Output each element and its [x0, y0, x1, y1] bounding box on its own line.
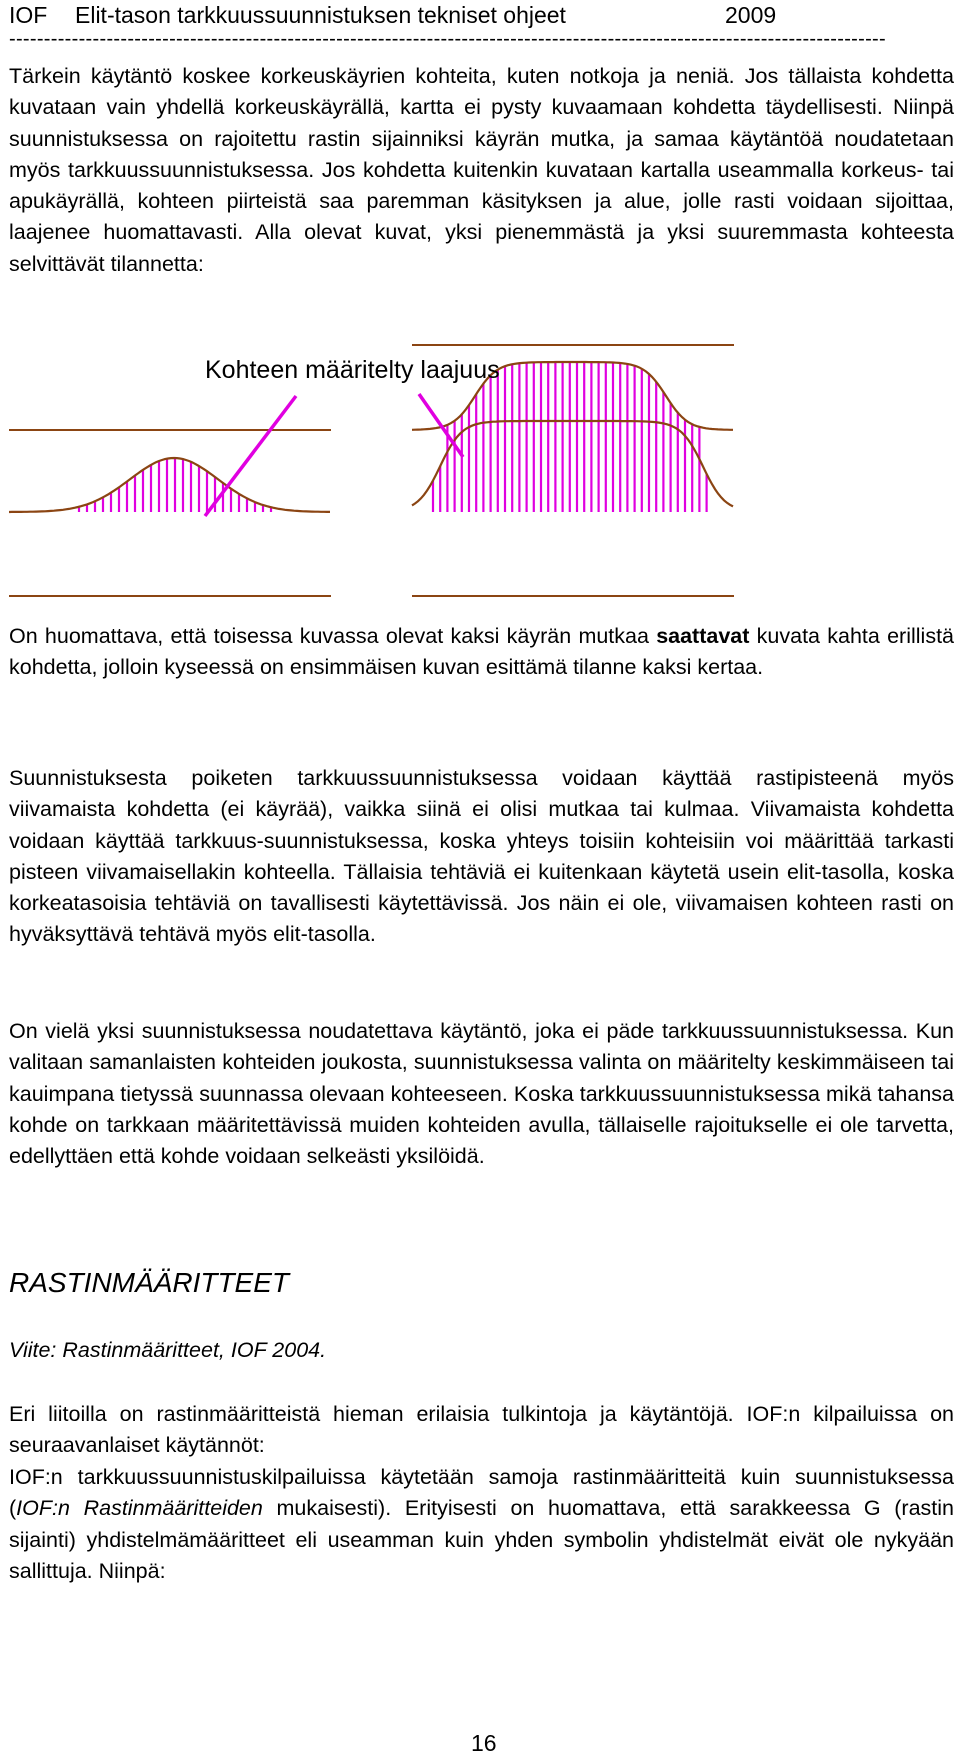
contour-curve [9, 458, 330, 512]
page-number: 16 [471, 1730, 497, 1756]
paragraph-4: On vielä yksi suunnistuksessa noudatettava käytäntö, joka ei päde tarkkuussuunnistuksessa. Kun valitaan samanlaisten kohteiden joukosta, suunnistuksessa valinta on määritelty keskimmäiseen tai kauimpana tietyssä suunnassa olevaan kohteeseen. Koska tarkkuussuunnistuksessa mikä tahansa kohde on tarkkaan määritettävissä muiden kohteiden avulla, tällaiselle rajoitukselle ei ole tarvetta, edellyttäen että kohde voidaan selkeästi yksilöidä. [9, 1019, 954, 1169]
figure-label: Kohteen määritelty laajuus [205, 356, 500, 384]
paragraph-6-end: mukaisesti). Erityisesti on huomattava, että sarakkeessa G (rastin sijainti) yhdistelmämääritteet eli useamman kuin yhden symbolin yhdistelmät eivät ole nykyään sallittuja. Niinpä: [9, 1496, 954, 1583]
paragraph-2-emphasis: saattavat [656, 624, 750, 648]
paragraph-2-end: kuvata kahta erillistä kohdetta, jolloin kyseessä on ensimmäisen kuvan esittämä tilanne kaksi kertaa. [9, 624, 954, 680]
header-rule: ------------------------------------------------------------------------------------------------------------------------------ [9, 28, 886, 50]
label-pointer [419, 394, 463, 457]
header-org: IOF [9, 2, 48, 28]
page-header [9, 0, 959, 50]
paragraph-6-italic: IOF:n Rastinmääritteiden [16, 1496, 263, 1521]
figure-small-feature [9, 396, 331, 596]
header-year: 2009 [725, 2, 777, 28]
header-title: Elit-tason tarkkuussuunnistuksen tekniset ohjeet [75, 2, 566, 28]
section-reference: Viite: Rastinmääritteet, IOF 2004. [9, 1338, 327, 1362]
paragraph-1: Tärkein käytäntö koskee korkeuskäyrien kohteita, kuten notkoja ja neniä. Jos tällaista kohdetta kuvataan vain yhdellä korkeuskäyrällä, kartta ei pysty kuvaamaan kohdetta täydellisesti. Niinpä suunnistuksessa on rajoitettu rastin sijainniksi käyrän mutka, ja samaa käytäntöä noudatetaan myös tarkkuussuunnistuksessa. Jos kohdetta kuitenkin kuvataan kartalla useammalla korkeus- tai apukäyrällä, kohteen piirteistä saa paremman käsityksen ja alue, jolle rasti voidaan sijoittaa, laajenee huomattavasti. Alla olevat kuvat, yksi pienemmästä ja yksi suuremmasta kohteesta selvittävät tilannetta: [9, 64, 954, 276]
paragraph-5: Eri liitoilla on rastinmääritteistä hieman erilaisia tulkintoja ja käytäntöjä. IOF:n kilpailuissa on seuraavanlaiset käytännöt: [9, 1402, 954, 1458]
paragraph-2 [9, 621, 954, 684]
paragraph-6-start: IOF:n tarkkuussuunnistuskilpailuissa käytetään samoja rastinmääritteitä kuin suunnistuksessa ( [9, 1465, 954, 1521]
paragraph-2-start: On huomattava, että toisessa kuvassa olevat kaksi käyrän mutkaa [9, 624, 657, 648]
section-heading: RASTINMÄÄRITTEET [9, 1267, 290, 1298]
paragraph-6 [9, 1462, 954, 1587]
paragraph-3: Suunnistuksesta poiketen tarkkuussuunnistuksessa voidaan käyttää rastipisteenä myös viivamaista kohdetta (ei käyrää), vaikka siinä ei olisi mutkaa tai kulmaa. Viivamaista kohdetta voidaan käyttää tarkkuus-suunnistuksessa, koska yhteys toisiin kohteisiin voi määrittää tarkasti pisteen viivamaisellakin kohteella. Tällaisia tehtäviä ei kuitenkaan käytetä usein elit-tasolla, koska korkeatasoisia tehtäviä on tavallisesti käytettävissä. Jos näin ei ole, viivamaisen kohteen rasti on hyväksyttävä tehtävä myös elit-tasolla. [9, 766, 954, 947]
label-pointer [205, 396, 296, 516]
